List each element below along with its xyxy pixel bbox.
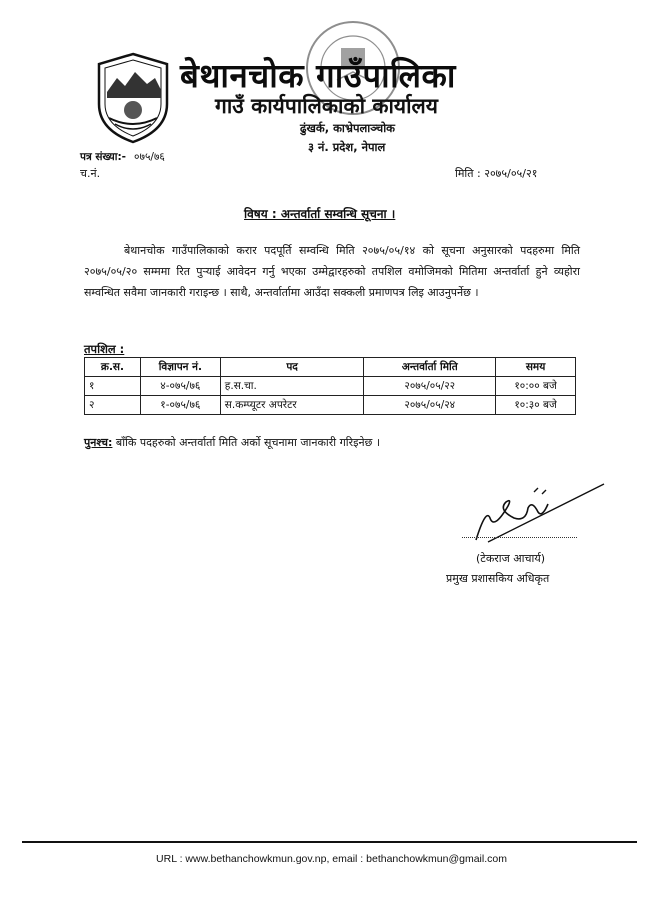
cell-post: ह.स.चा.	[220, 377, 364, 396]
signature-line	[462, 537, 577, 538]
col-header-interview-date: अन्तर्वार्ता मिति	[364, 358, 496, 377]
col-header-time: समय	[496, 358, 576, 377]
letter-date: मिति : २०७५/०५/२१	[455, 167, 538, 180]
col-header-post: पद	[220, 358, 364, 377]
cell-ad-no: १-०७५/७६	[140, 396, 220, 415]
postscript-text: बाँकि पदहरुको अन्तर्वार्ता मिति अर्को सूचनामा जानकारी गरिइनेछ ।	[112, 436, 381, 449]
cell-time: १०:३० बजे	[496, 396, 576, 415]
signatory-name: (टेकराज आचार्य)	[476, 552, 546, 565]
cell-time: १०:०० बजे	[496, 377, 576, 396]
office-address: ढुंखर्क, काभ्रेपलाञ्चोक	[300, 121, 396, 135]
table-row	[85, 396, 576, 415]
cell-ad-no: ४-०७५/७६	[140, 377, 220, 396]
reference-number	[80, 150, 165, 164]
schedule-label: तपशिल :	[84, 342, 125, 356]
footer-divider	[22, 841, 637, 843]
col-header-sn: क्र.स.	[85, 358, 141, 377]
ref-label: पत्र संख्या:-	[80, 151, 127, 163]
dispatch-number-label: च.नं.	[80, 167, 101, 180]
col-header-ad-no: विज्ञापन नं.	[140, 358, 220, 377]
letter-body: बेथानचोक गाउँपालिकाको करार पदपूर्ति सम्वन्धि मिति २०७५/०५/१४ को सूचना अनुसारको पदहरुमा मिति २०७५/०५/२० सम्ममा रित पुर्‍याई आवेदन गर्नु भएका उम्मेद्वारहरुको तपशिल वमोजिमको मितिमा अन्तर्वार्ता हुने व्यहोरा सम्वन्धित सवैमा जानकारी गराइन्छ । साथै, अन्तर्वार्तामा आउँदा सक्कली प्रमाणपत्र लिइ आउनुपर्नेछ ।	[84, 244, 580, 299]
footer-contact: URL : www.bethanchowkmun.gov.np, email : bethanchowkmun@gmail.com	[156, 853, 507, 865]
cell-sn: २	[85, 396, 141, 415]
office-province: ३ नं. प्रदेश, नेपाल	[308, 140, 386, 154]
table-header-row	[85, 358, 576, 377]
signatory-title: प्रमुख प्रशासकिय अधिकृत	[446, 572, 550, 585]
ref-value: ०७५/७६	[134, 151, 165, 163]
table-row	[85, 377, 576, 396]
org-name: बेथानचोक गाउँपालिका	[180, 56, 456, 95]
office-name: गाउँ कार्यपालिकाको कार्यालय	[215, 94, 438, 118]
municipality-emblem-icon	[95, 52, 171, 144]
cell-interview-date: २०७५/०५/२४	[364, 396, 496, 415]
cell-interview-date: २०७५/०५/२२	[364, 377, 496, 396]
interview-schedule-table	[84, 357, 576, 415]
cell-sn: १	[85, 377, 141, 396]
cell-post: स.कम्प्यूटर अपरेटर	[220, 396, 364, 415]
postscript-label: पुनश्च:	[84, 436, 113, 449]
letter-subject: विषय : अन्तर्वार्ता सम्वन्धि सूचना ।	[244, 207, 396, 221]
postscript	[84, 435, 380, 450]
